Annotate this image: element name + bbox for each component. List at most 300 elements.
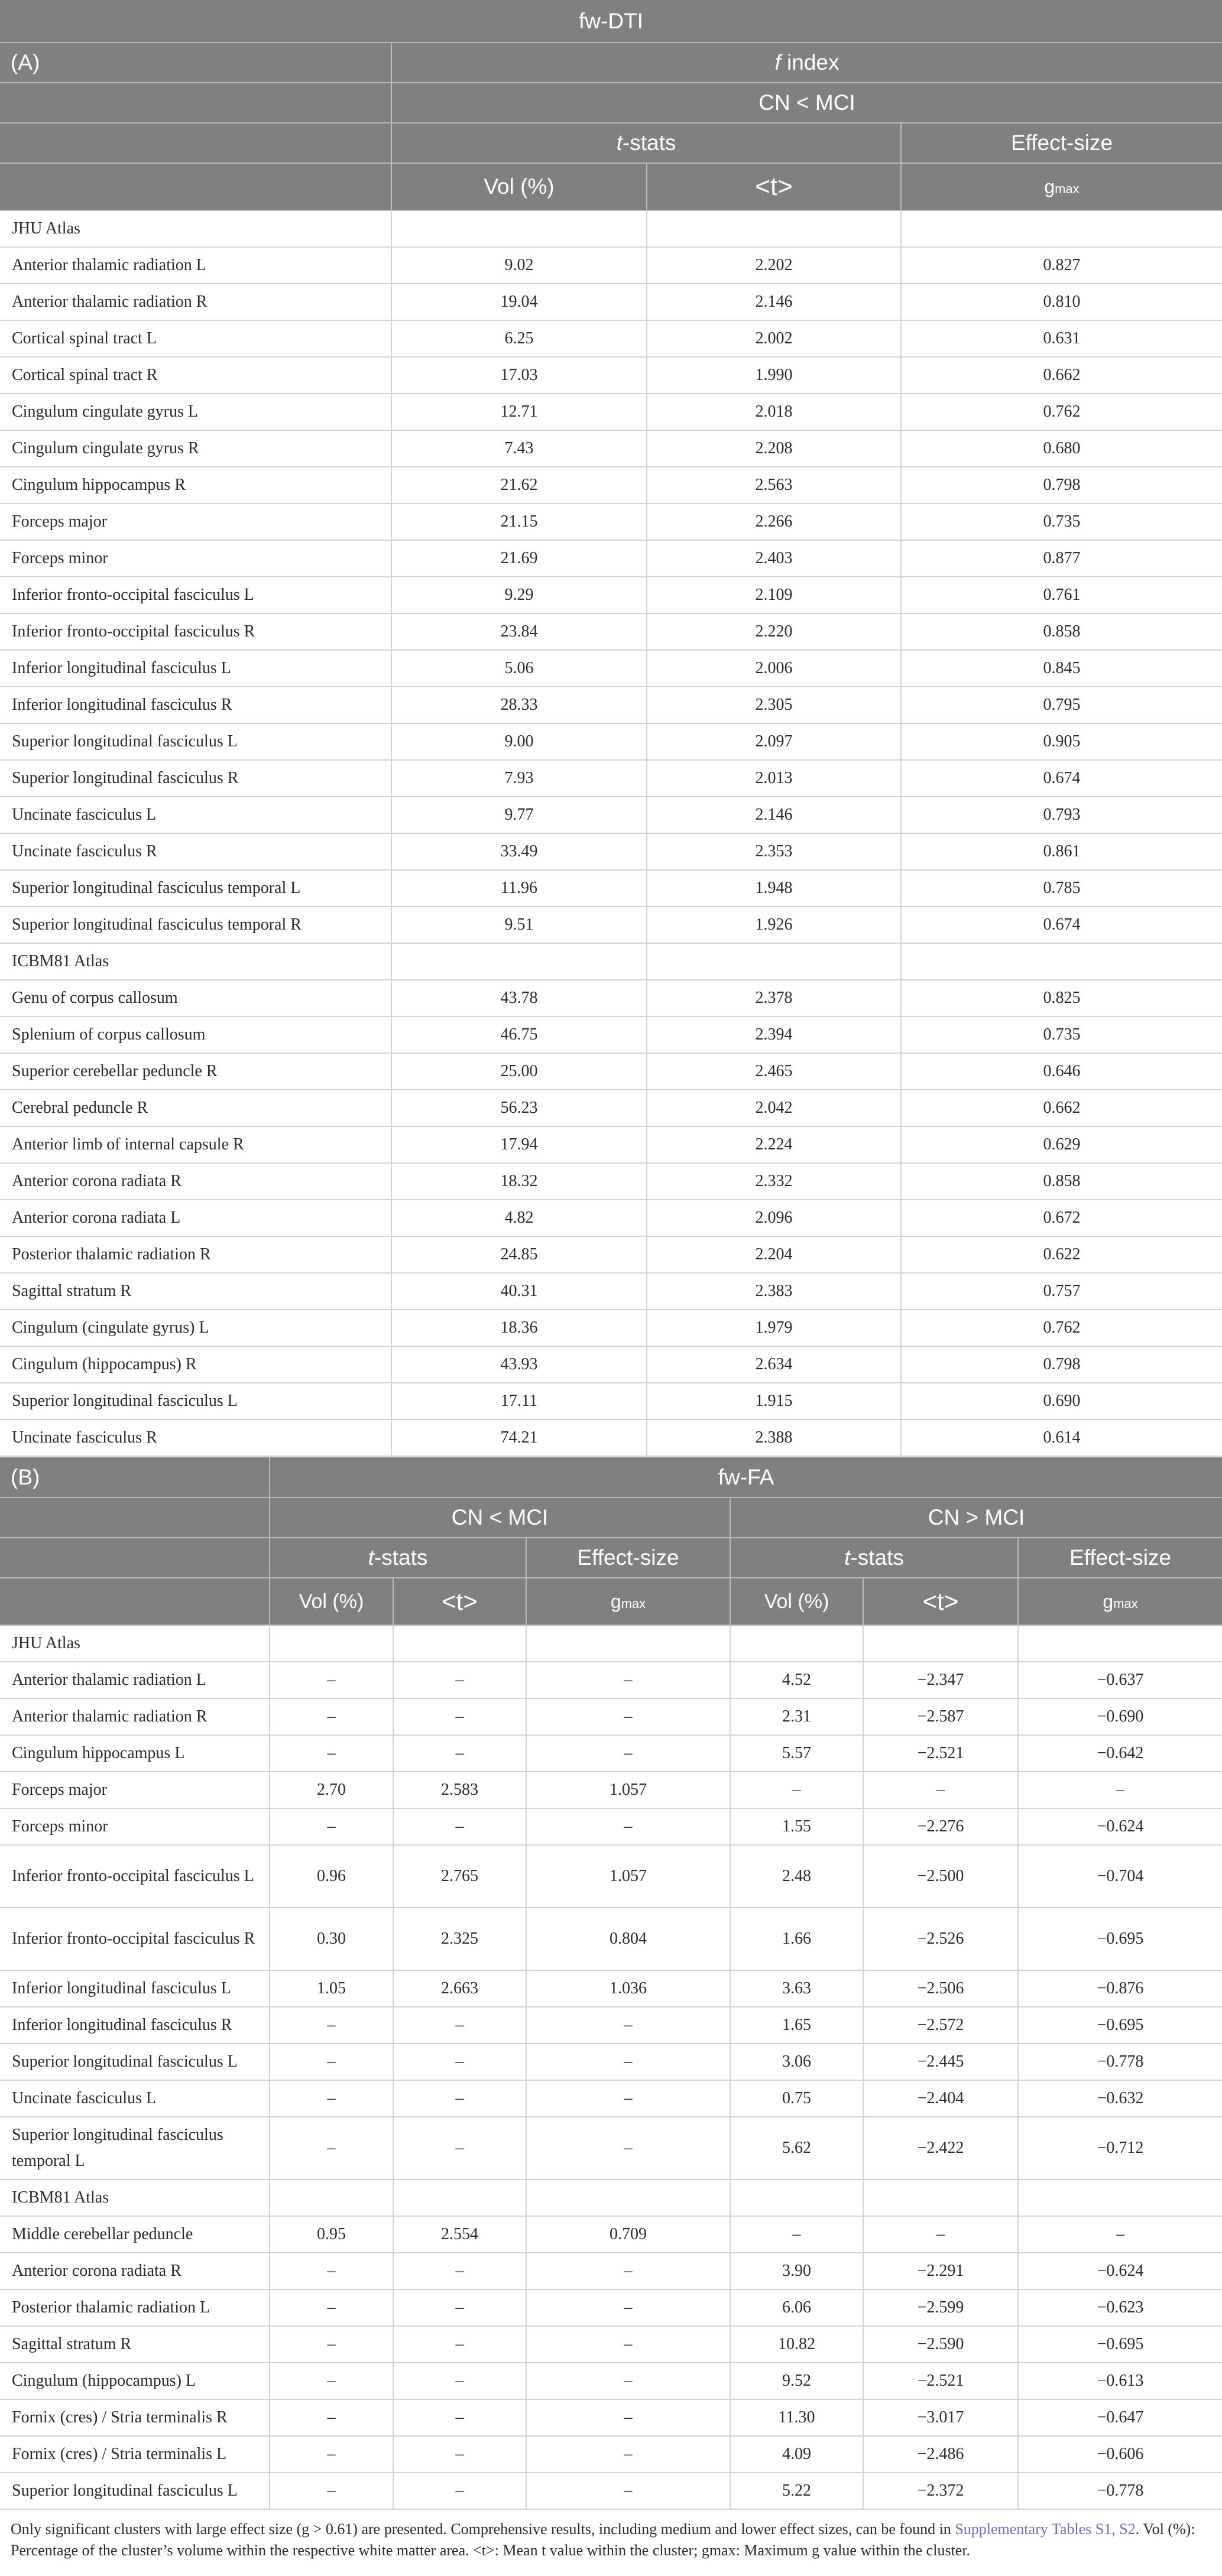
vol-cell-gt: 9.52 [730, 2363, 863, 2399]
t-cell-gt: −2.486 [863, 2436, 1018, 2473]
row-label: Superior longitudinal fasciculus R [0, 760, 391, 797]
t-cell: 2.146 [647, 284, 901, 320]
vol-cell-lt: – [270, 1698, 393, 1735]
vol-cell-lt: – [270, 2007, 393, 2044]
table-b-col-g-gt: gmax [1018, 1578, 1222, 1625]
vol-cell-gt: 6.06 [730, 2289, 863, 2326]
g-cell-lt: 0.804 [526, 1908, 730, 1970]
row-label: Uncinate fasciculus R [0, 1419, 391, 1456]
g-cell-lt: – [526, 2326, 730, 2363]
row-label: Anterior thalamic radiation R [0, 1698, 270, 1735]
t-cell-lt: – [393, 2117, 526, 2179]
vol-cell-gt: 5.22 [730, 2473, 863, 2509]
vol-cell: 43.78 [391, 980, 647, 1016]
t-cell: 2.006 [647, 650, 901, 687]
t-cell-lt: 2.663 [393, 1970, 526, 2007]
vol-cell: 18.32 [391, 1163, 647, 1200]
t-cell-lt: – [393, 1808, 526, 1845]
row-label: Cingulum hippocampus L [0, 1735, 270, 1772]
g-cell-lt: – [526, 2253, 730, 2289]
g-cell: 0.674 [901, 760, 1222, 797]
table-row [0, 2399, 1222, 2436]
g-cell-lt: 0.709 [526, 2216, 730, 2253]
g-cell-lt: – [526, 1808, 730, 1845]
table-row [0, 907, 1222, 943]
row-label: Inferior longitudinal fasciculus R [0, 687, 391, 723]
table-row [0, 2044, 1222, 2080]
g-cell: 0.662 [901, 1090, 1222, 1126]
t-cell-gt: −2.590 [863, 2326, 1018, 2363]
t-cell: 2.097 [647, 723, 901, 760]
vol-cell-gt: 5.57 [730, 1735, 863, 1772]
t-cell: 2.220 [647, 613, 901, 650]
g-cell-lt: – [526, 1662, 730, 1698]
row-label: Cingulum (hippocampus) R [0, 1346, 391, 1383]
t-cell: 2.353 [647, 833, 901, 870]
g-cell-lt: 1.036 [526, 1970, 730, 2007]
t-cell-lt: – [393, 2007, 526, 2044]
section-row [0, 1625, 1222, 1662]
vol-cell: 12.71 [391, 394, 647, 430]
t-cell-lt: – [393, 2326, 526, 2363]
vol-cell: 17.03 [391, 357, 647, 394]
g-cell: 0.622 [901, 1236, 1222, 1273]
g-cell-lt: – [526, 2117, 730, 2179]
table-row [0, 687, 1222, 723]
table-row [0, 1419, 1222, 1456]
vol-cell: 9.02 [391, 247, 647, 284]
table-row [0, 1845, 1222, 1908]
vol-cell: 11.96 [391, 870, 647, 907]
vol-cell: 21.62 [391, 467, 647, 503]
g-cell-lt: 1.057 [526, 1772, 730, 1808]
table-row [0, 2216, 1222, 2253]
row-label: Superior longitudinal fasciculus L [0, 1383, 391, 1419]
g-cell: 0.793 [901, 797, 1222, 833]
row-label: Genu of corpus callosum [0, 980, 391, 1016]
table-b-comparison-lt: CN < MCI [270, 1497, 730, 1538]
row-label: Fornix (cres) / Stria terminalis R [0, 2399, 270, 2436]
vol-cell-gt: 11.30 [730, 2399, 863, 2436]
g-cell: 0.845 [901, 650, 1222, 687]
g-cell: 0.690 [901, 1383, 1222, 1419]
g-cell-gt: −0.876 [1018, 1970, 1222, 2007]
table-row [0, 320, 1222, 357]
t-cell-lt: – [393, 2080, 526, 2117]
vol-cell-gt: 2.48 [730, 1845, 863, 1908]
t-cell: 2.634 [647, 1346, 901, 1383]
table-row [0, 1163, 1222, 1200]
table-row [0, 1346, 1222, 1383]
vol-cell-lt: – [270, 2080, 393, 2117]
t-cell: 2.394 [647, 1016, 901, 1053]
table-row [0, 503, 1222, 540]
g-cell: 0.825 [901, 980, 1222, 1016]
table-row [0, 1970, 1222, 2007]
table-row [0, 2473, 1222, 2509]
vol-cell: 7.93 [391, 760, 647, 797]
table-row [0, 1772, 1222, 1808]
t-cell-lt: – [393, 2436, 526, 2473]
vol-cell-lt: – [270, 2117, 393, 2179]
table-a-body [0, 210, 1222, 1456]
g-cell-lt: – [526, 2289, 730, 2326]
vol-cell-gt: 1.66 [730, 1908, 863, 1970]
g-cell-gt: – [1018, 1772, 1222, 1808]
row-label: Superior longitudinal fasciculus temporal L [0, 2117, 270, 2179]
t-cell-gt: −2.372 [863, 2473, 1018, 2509]
table-row [0, 430, 1222, 467]
t-cell-lt: – [393, 2473, 526, 2509]
vol-cell-lt: – [270, 1735, 393, 1772]
g-cell-gt: – [1018, 2216, 1222, 2253]
table-row [0, 1310, 1222, 1346]
t-cell-gt: – [863, 2216, 1018, 2253]
vol-cell: 24.85 [391, 1236, 647, 1273]
row-label: Sagittal stratum R [0, 1273, 391, 1310]
g-cell: 0.735 [901, 1016, 1222, 1053]
row-label: Cingulum (hippocampus) L [0, 2363, 270, 2399]
table-a-col-vol: Vol (%) [391, 163, 647, 210]
t-cell-gt: −2.276 [863, 1808, 1018, 1845]
t-cell: 2.563 [647, 467, 901, 503]
t-cell: 2.204 [647, 1236, 901, 1273]
supplementary-tables-link[interactable]: Supplementary Tables S1, S2 [955, 2520, 1136, 2538]
g-cell: 0.861 [901, 833, 1222, 870]
g-cell: 0.858 [901, 613, 1222, 650]
g-cell-gt: −0.632 [1018, 2080, 1222, 2117]
g-cell: 0.762 [901, 394, 1222, 430]
g-cell-gt: −0.778 [1018, 2044, 1222, 2080]
t-cell-lt: – [393, 2253, 526, 2289]
g-cell-lt: – [526, 2399, 730, 2436]
g-cell-lt: – [526, 2044, 730, 2080]
row-label: Cortical spinal tract L [0, 320, 391, 357]
t-cell: 2.018 [647, 394, 901, 430]
table-row [0, 2117, 1222, 2179]
g-cell-lt: – [526, 2080, 730, 2117]
g-cell: 0.798 [901, 467, 1222, 503]
g-cell-lt: – [526, 2436, 730, 2473]
section-label: JHU Atlas [0, 210, 391, 247]
vol-cell: 56.23 [391, 1090, 647, 1126]
t-cell-gt: −2.572 [863, 2007, 1018, 2044]
row-label: Inferior fronto-occipital fasciculus L [0, 577, 391, 613]
vol-cell-lt: – [270, 2289, 393, 2326]
table-a-header [0, 0, 1222, 210]
row-label: Cingulum (cingulate gyrus) L [0, 1310, 391, 1346]
vol-cell: 46.75 [391, 1016, 647, 1053]
table-row [0, 1662, 1222, 1698]
g-cell-gt: −0.690 [1018, 1698, 1222, 1735]
g-cell: 0.761 [901, 577, 1222, 613]
vol-cell: 28.33 [391, 687, 647, 723]
table-a-metric: f index [391, 43, 1222, 83]
table-row [0, 1053, 1222, 1090]
vol-cell-lt: 1.05 [270, 1970, 393, 2007]
row-label: Anterior corona radiata R [0, 2253, 270, 2289]
vol-cell-gt: 1.55 [730, 1808, 863, 1845]
t-cell: 2.403 [647, 540, 901, 577]
table-row [0, 1698, 1222, 1735]
row-label: Superior longitudinal fasciculus temporal L [0, 870, 391, 907]
row-label: Anterior thalamic radiation R [0, 284, 391, 320]
table-row [0, 650, 1222, 687]
t-cell: 2.013 [647, 760, 901, 797]
table-b-col-g-lt: gmax [526, 1578, 730, 1625]
row-label: Inferior fronto-occipital fasciculus L [0, 1845, 270, 1908]
t-cell: 1.926 [647, 907, 901, 943]
table-a-col-g: gmax [901, 163, 1222, 210]
t-cell: 2.042 [647, 1090, 901, 1126]
vol-cell-lt: – [270, 2436, 393, 2473]
t-cell-gt: −2.506 [863, 1970, 1018, 2007]
row-label: Forceps minor [0, 540, 391, 577]
table-b-col-vol-gt: Vol (%) [730, 1578, 863, 1625]
t-cell: 2.465 [647, 1053, 901, 1090]
t-cell-gt: −2.599 [863, 2289, 1018, 2326]
t-cell-gt: −2.422 [863, 2117, 1018, 2179]
g-cell: 0.795 [901, 687, 1222, 723]
g-cell: 0.798 [901, 1346, 1222, 1383]
t-cell: 2.388 [647, 1419, 901, 1456]
vol-cell-lt: 0.95 [270, 2216, 393, 2253]
vol-cell-lt: – [270, 2363, 393, 2399]
g-cell: 0.757 [901, 1273, 1222, 1310]
vol-cell-lt: – [270, 2473, 393, 2509]
g-cell-gt: −0.695 [1018, 2007, 1222, 2044]
g-cell-gt: −0.623 [1018, 2289, 1222, 2326]
vol-cell-gt: 10.82 [730, 2326, 863, 2363]
g-cell: 0.674 [901, 907, 1222, 943]
table-a-tstats-header: t-stats [391, 123, 901, 163]
table-row [0, 613, 1222, 650]
row-label: Inferior longitudinal fasciculus L [0, 1970, 270, 2007]
table-row [0, 1090, 1222, 1126]
vol-cell-lt: – [270, 1662, 393, 1698]
table-row [0, 833, 1222, 870]
row-label: Anterior limb of internal capsule R [0, 1126, 391, 1163]
vol-cell-lt: 0.30 [270, 1908, 393, 1970]
row-label: Cingulum cingulate gyrus L [0, 394, 391, 430]
g-cell-gt: −0.712 [1018, 2117, 1222, 2179]
g-cell: 0.810 [901, 284, 1222, 320]
row-label: Anterior corona radiata L [0, 1200, 391, 1236]
vol-cell: 18.36 [391, 1310, 647, 1346]
t-cell: 2.096 [647, 1200, 901, 1236]
t-cell-gt: −2.521 [863, 2363, 1018, 2399]
g-cell: 0.629 [901, 1126, 1222, 1163]
g-cell-gt: −0.695 [1018, 1908, 1222, 1970]
table-row [0, 577, 1222, 613]
table-b-col-t-lt: <t> [393, 1578, 526, 1625]
table-b-header [0, 1457, 1222, 1625]
table-a-title: fw-DTI [0, 0, 1222, 43]
section-row [0, 943, 1222, 980]
g-cell-gt: −0.642 [1018, 1735, 1222, 1772]
table-b-title: fw-FA [270, 1457, 1222, 1497]
table-row [0, 980, 1222, 1016]
table-row [0, 1126, 1222, 1163]
t-cell-lt: – [393, 1662, 526, 1698]
vol-cell: 21.69 [391, 540, 647, 577]
vol-cell-lt: – [270, 1808, 393, 1845]
table-b-effect-header-lt: Effect-size [526, 1538, 730, 1578]
g-cell: 0.646 [901, 1053, 1222, 1090]
g-cell-gt: −0.647 [1018, 2399, 1222, 2436]
vol-cell: 19.04 [391, 284, 647, 320]
g-cell-gt: −0.606 [1018, 2436, 1222, 2473]
g-cell: 0.827 [901, 247, 1222, 284]
t-cell-lt: 2.325 [393, 1908, 526, 1970]
table-row [0, 2326, 1222, 2363]
vol-cell-gt: – [730, 1772, 863, 1808]
t-cell-lt: – [393, 1698, 526, 1735]
table-a-comparison: CN < MCI [391, 83, 1222, 123]
table-row [0, 2080, 1222, 2117]
row-label: Superior longitudinal fasciculus temporal R [0, 907, 391, 943]
vol-cell: 25.00 [391, 1053, 647, 1090]
t-cell: 1.915 [647, 1383, 901, 1419]
g-cell-lt: 1.057 [526, 1845, 730, 1908]
g-cell: 0.905 [901, 723, 1222, 760]
row-label: Uncinate fasciculus R [0, 833, 391, 870]
table-b-comparison-gt: CN > MCI [730, 1497, 1222, 1538]
table-a-effect-header: Effect-size [901, 123, 1222, 163]
t-cell-gt: – [863, 1772, 1018, 1808]
t-cell-gt: −2.291 [863, 2253, 1018, 2289]
section-row [0, 2179, 1222, 2216]
g-cell-lt: – [526, 2007, 730, 2044]
vol-cell: 6.25 [391, 320, 647, 357]
vol-cell-gt: 5.62 [730, 2117, 863, 2179]
t-cell-gt: −2.500 [863, 1845, 1018, 1908]
table-row [0, 357, 1222, 394]
row-label: Inferior fronto-occipital fasciculus R [0, 613, 391, 650]
row-label: Uncinate fasciculus L [0, 2080, 270, 2117]
g-cell-gt: −0.695 [1018, 2326, 1222, 2363]
t-cell: 2.383 [647, 1273, 901, 1310]
g-cell-gt: −0.613 [1018, 2363, 1222, 2399]
table-row [0, 2289, 1222, 2326]
vol-cell-gt: – [730, 2216, 863, 2253]
vol-cell: 9.29 [391, 577, 647, 613]
vol-cell: 9.00 [391, 723, 647, 760]
g-cell: 0.680 [901, 430, 1222, 467]
row-label: Superior longitudinal fasciculus L [0, 2473, 270, 2509]
t-cell-gt: −2.347 [863, 1662, 1018, 1698]
vol-cell-gt: 4.09 [730, 2436, 863, 2473]
vol-cell: 23.84 [391, 613, 647, 650]
g-cell-lt: – [526, 2363, 730, 2399]
table-row [0, 723, 1222, 760]
t-cell: 2.224 [647, 1126, 901, 1163]
table-row [0, 467, 1222, 503]
table-row [0, 1735, 1222, 1772]
vol-cell: 5.06 [391, 650, 647, 687]
table-row [0, 1200, 1222, 1236]
row-label: Uncinate fasciculus L [0, 797, 391, 833]
g-cell: 0.631 [901, 320, 1222, 357]
section-label: JHU Atlas [0, 1625, 270, 1662]
table-row [0, 1236, 1222, 1273]
table-a-col-t: <t> [647, 163, 901, 210]
t-cell-lt: – [393, 2363, 526, 2399]
table-row [0, 870, 1222, 907]
g-cell-lt: – [526, 1698, 730, 1735]
table-row [0, 1808, 1222, 1845]
row-label: Inferior longitudinal fasciculus L [0, 650, 391, 687]
table-row [0, 2363, 1222, 2399]
row-label: Superior longitudinal fasciculus L [0, 723, 391, 760]
vol-cell: 9.77 [391, 797, 647, 833]
table-b-panel-label: (B) [0, 1457, 270, 1497]
t-cell-lt: 2.765 [393, 1845, 526, 1908]
table-row [0, 540, 1222, 577]
g-cell: 0.785 [901, 870, 1222, 907]
vol-cell: 33.49 [391, 833, 647, 870]
g-cell-gt: −0.624 [1018, 1808, 1222, 1845]
vol-cell-lt: 0.96 [270, 1845, 393, 1908]
vol-cell-gt: 0.75 [730, 2080, 863, 2117]
t-cell-gt: −2.526 [863, 1908, 1018, 1970]
vol-cell: 21.15 [391, 503, 647, 540]
t-cell: 2.378 [647, 980, 901, 1016]
vol-cell-lt: – [270, 2253, 393, 2289]
row-label: Forceps major [0, 1772, 270, 1808]
vol-cell-lt: – [270, 2326, 393, 2363]
g-cell: 0.762 [901, 1310, 1222, 1346]
vol-cell: 17.94 [391, 1126, 647, 1163]
vol-cell: 17.11 [391, 1383, 647, 1419]
section-row [0, 210, 1222, 247]
table-b-col-vol-lt: Vol (%) [270, 1578, 393, 1625]
table-b-effect-header-gt: Effect-size [1018, 1538, 1222, 1578]
g-cell: 0.662 [901, 357, 1222, 394]
table-row [0, 247, 1222, 284]
row-label: Cerebral peduncle R [0, 1090, 391, 1126]
vol-cell: 7.43 [391, 430, 647, 467]
table-row [0, 2436, 1222, 2473]
row-label: Cingulum cingulate gyrus R [0, 430, 391, 467]
row-label: Anterior corona radiata R [0, 1163, 391, 1200]
row-label: Cortical spinal tract R [0, 357, 391, 394]
g-cell: 0.877 [901, 540, 1222, 577]
row-label: Superior longitudinal fasciculus L [0, 2044, 270, 2080]
table-b-col-t-gt: <t> [863, 1578, 1018, 1625]
vol-cell-gt: 1.65 [730, 2007, 863, 2044]
table-row [0, 394, 1222, 430]
t-cell: 1.990 [647, 357, 901, 394]
t-cell: 2.266 [647, 503, 901, 540]
section-label: ICBM81 Atlas [0, 943, 391, 980]
vol-cell-lt: 2.70 [270, 1772, 393, 1808]
t-cell: 2.002 [647, 320, 901, 357]
t-cell-lt: 2.554 [393, 2216, 526, 2253]
row-label: Superior cerebellar peduncle R [0, 1053, 391, 1090]
g-cell-gt: −0.778 [1018, 2473, 1222, 2509]
vol-cell: 74.21 [391, 1419, 647, 1456]
t-cell: 2.146 [647, 797, 901, 833]
vol-cell-gt: 3.90 [730, 2253, 863, 2289]
g-cell-gt: −0.637 [1018, 1662, 1222, 1698]
row-label: Cingulum hippocampus R [0, 467, 391, 503]
row-label: Inferior longitudinal fasciculus R [0, 2007, 270, 2044]
t-cell-lt: – [393, 2399, 526, 2436]
row-label: Middle cerebellar peduncle [0, 2216, 270, 2253]
t-cell: 1.979 [647, 1310, 901, 1346]
table-b-body [0, 1625, 1222, 2509]
